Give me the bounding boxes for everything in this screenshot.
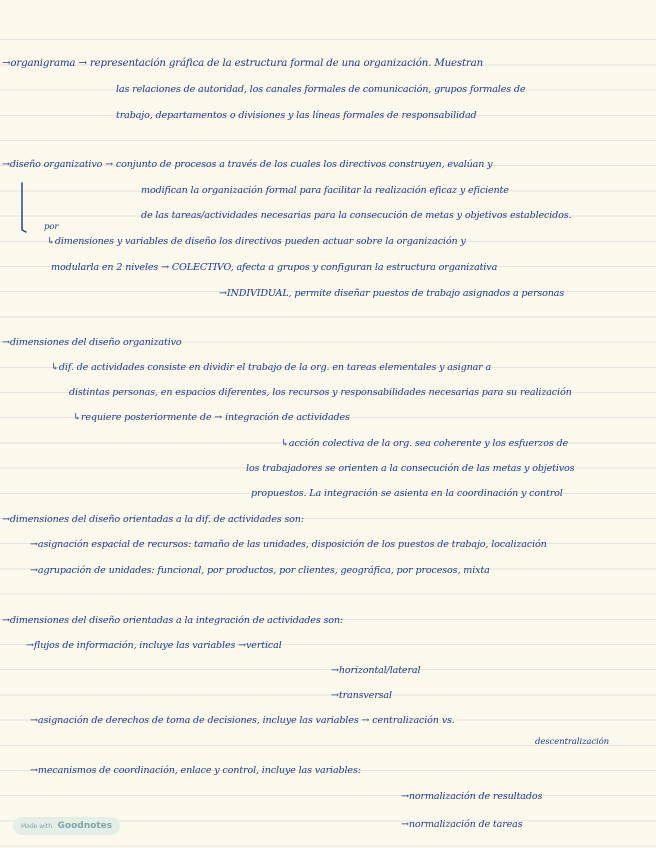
hand-drawn-arrow-icon bbox=[18, 182, 27, 234]
note-line: los trabajadores se orienten a la consecución de las metas y objetivos bbox=[246, 463, 575, 474]
goodnotes-badge bbox=[13, 817, 120, 835]
made-with-label: Made with bbox=[21, 823, 52, 830]
note-line: modifican la organización formal para facilitar la realización eficaz y eficiente bbox=[141, 185, 509, 196]
note-line: →organigrama → representación gráfica de la estructura formal de una organización. Muestran bbox=[2, 58, 483, 69]
note-line: distintas personas, en espacios diferentes, los recursos y responsabilidades necesarias para su realización bbox=[69, 387, 572, 398]
note-line: ↳dimensiones y variables de diseño los directivos pueden actuar sobre la organización y bbox=[47, 236, 466, 247]
note-line: ↳requiere posteriormente de → integración de actividades bbox=[73, 412, 350, 423]
goodnotes-logo: Goodnotes bbox=[57, 821, 113, 831]
note-line: →transversal bbox=[331, 690, 392, 701]
note-line: →normalización de tareas bbox=[401, 819, 523, 830]
note-line: →normalización de resultados bbox=[401, 791, 543, 802]
note-line: propuestos. La integración se asienta en la coordinación y control bbox=[251, 488, 563, 499]
note-line: →flujos de información, incluye las variables →vertical bbox=[26, 640, 282, 651]
note-line: →dimensiones del diseño orientadas a la integración de actividades son: bbox=[2, 615, 344, 626]
note-line: de las tareas/actividades necesarias para la consecución de metas y objetivos establecidos. bbox=[141, 210, 572, 221]
note-line: →asignación espacial de recursos: tamaño de las unidades, disposición de los puestos de trabajo, localización bbox=[30, 539, 547, 550]
note-line: descentralización bbox=[535, 737, 609, 747]
note-line: por bbox=[44, 222, 59, 232]
note-line: →diseño organizativo → conjunto de procesos a través de los cuales los directivos construyen, evalúan y bbox=[2, 159, 493, 170]
note-line: →horizontal/lateral bbox=[331, 665, 421, 676]
note-line: →dimensiones del diseño organizativo bbox=[2, 337, 182, 348]
note-line: →agrupación de unidades: funcional, por productos, por clientes, geográfica, por procesos, mixta bbox=[30, 565, 490, 576]
note-line: →INDIVIDUAL, permite diseñar puestos de trabajo asignados a personas bbox=[219, 288, 565, 299]
note-line: →dimensiones del diseño orientadas a la dif. de actividades son: bbox=[2, 514, 304, 525]
note-line: las relaciones de autoridad, los canales formales de comunicación, grupos formales de bbox=[116, 84, 526, 95]
note-line: modularla en 2 niveles → COLECTIVO, afecta a grupos y configuran la estructura organizativa bbox=[51, 262, 498, 273]
note-line: trabajo, departamentos o divisiones y las líneas formales de responsabilidad bbox=[116, 110, 477, 121]
note-line: →mecanismos de coordinación, enlace y control, incluye las variables: bbox=[30, 765, 361, 776]
note-line: ↳acción colectiva de la org. sea coherente y los esfuerzos de bbox=[281, 438, 569, 449]
note-line: ↳dif. de actividades consiste en dividir el trabajo de la org. en tareas elementales y asignar a bbox=[51, 362, 492, 373]
note-line: →asignación de derechos de toma de decisiones, incluye las variables → centralización vs. bbox=[30, 715, 455, 726]
